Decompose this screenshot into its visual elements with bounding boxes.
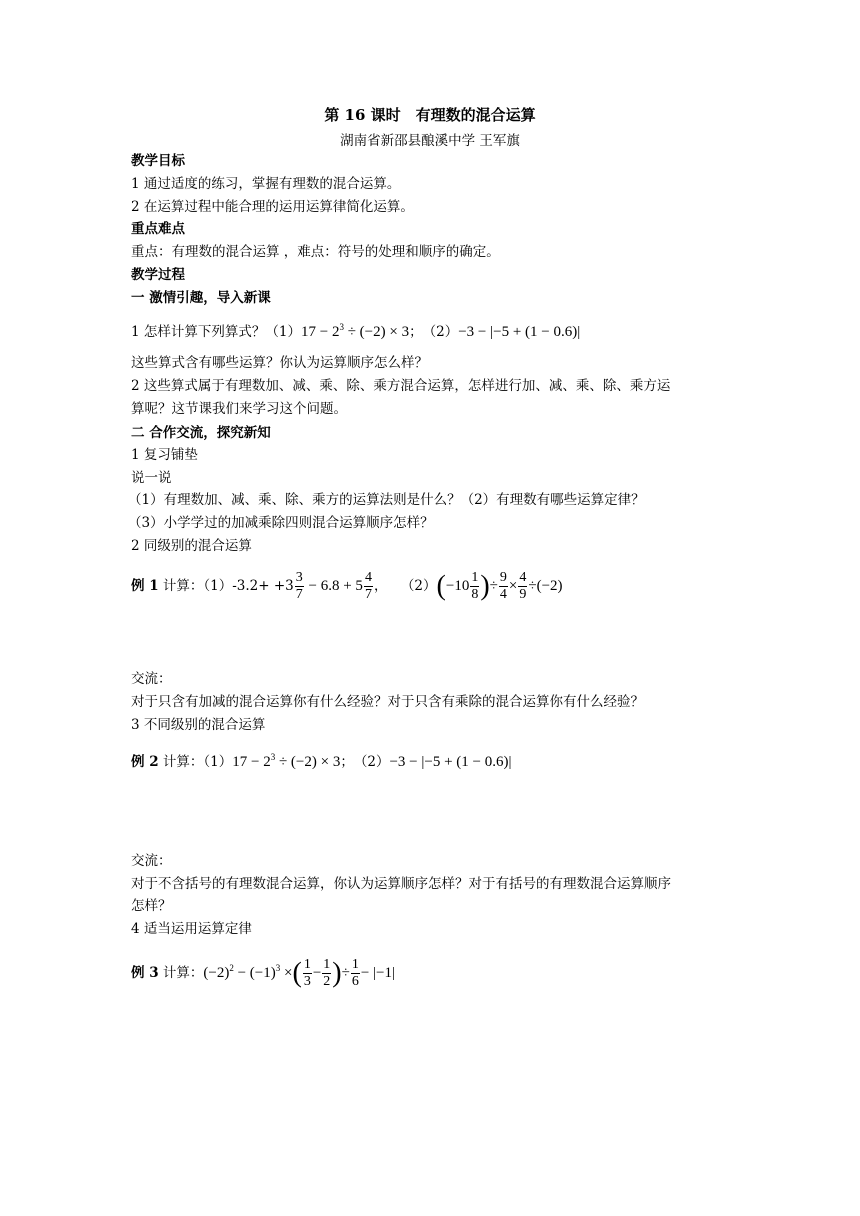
fraction-1-8: $\frac{1}{8}$ bbox=[471, 570, 479, 602]
question-1-followup: 这些算式含有哪些运算？你认为运算顺序怎么样？ bbox=[131, 355, 428, 371]
fraction-3-7: $\frac{3}{7}$ bbox=[295, 570, 303, 602]
question-1-mid: ； （2） bbox=[409, 324, 459, 340]
fraction-4-9: $\frac{4}{9}$ bbox=[519, 570, 527, 602]
author-line: 湖南省新邵县酿溪中学 王军旗 bbox=[340, 133, 520, 149]
example-1-sep: ， （2） bbox=[373, 578, 437, 594]
fraction-1-3: $\frac{1}{3}$ bbox=[303, 957, 311, 989]
say-heading: 说一说 bbox=[131, 470, 172, 486]
exchange-1-text: 对于只含有加减的混合运算你有什么经验？对于只含有乘除的混合运算你有什么经验？ bbox=[131, 694, 644, 710]
formula-2b: −3 − |−5 + (1 − 0.6)| bbox=[389, 754, 512, 770]
diff-level-heading: 3 不同级别的混合运算 bbox=[131, 717, 266, 733]
example-2-sep: ； （2） bbox=[340, 754, 390, 770]
fraction-4-7: $\frac{4}{7}$ bbox=[364, 570, 372, 602]
fraction-9-4: $\frac{9}{4}$ bbox=[499, 570, 507, 602]
example-2 bbox=[131, 748, 512, 771]
key-text: 重点：有理数的混合运算 ，难点：符号的处理和顺序的确定。 bbox=[131, 244, 500, 260]
laws-heading: 4 适当运用运算定律 bbox=[131, 921, 252, 937]
say-question-2: （3）小学学过的加减乘除四则混合运算顺序怎样？ bbox=[128, 515, 434, 531]
review-heading: 1 复习铺垫 bbox=[131, 447, 198, 463]
formula-1a: $17 - 2^3 \div (-2) \times 3$ bbox=[300, 322, 410, 340]
fraction-1-2: $\frac{1}{2}$ bbox=[323, 957, 331, 989]
example-1: 例 1 计算：（1）-3.2+ +3 $\frac{3}{7}$ − 6.8 + 5 $\frac{4}{7}$ ， （2）(−10 $\frac{1}{8}$ )÷ $\frac{9}{4}$ × $\frac{4}{9}$ ÷(−2) bbox=[131, 570, 563, 602]
example-1-text: 计算：（1）-3.2+ +3 bbox=[158, 578, 294, 594]
part1-heading: 一 激情引趣，导入新课 bbox=[131, 290, 271, 306]
process-heading: 教学过程 bbox=[131, 267, 185, 283]
exchange-2-heading: 交流： bbox=[131, 853, 172, 869]
goals-heading: 教学目标 bbox=[131, 153, 185, 169]
example-2-text: 计算：（1） bbox=[158, 754, 233, 770]
example-1-label: 例 1 bbox=[131, 578, 159, 594]
example-3: 例 3 计算：$(-2)^2 - (-1)^3$ ×( $\frac{1}{3}$ − $\frac{1}{2}$ )÷ $\frac{1}{6}$ − |−1| bbox=[131, 957, 396, 989]
exchange-1-heading: 交流： bbox=[131, 671, 172, 687]
example-3-text: 计算： bbox=[158, 965, 204, 981]
example-2-label: 例 2 bbox=[131, 754, 159, 770]
example-3-label: 例 3 bbox=[131, 965, 159, 981]
exchange-2-line2: 怎样？ bbox=[131, 898, 172, 914]
key-heading: 重点难点 bbox=[131, 221, 185, 237]
goal-item-2: 2 在运算过程中能合理的运用运算律简化运算。 bbox=[131, 199, 414, 215]
formula-1b: −3 − |−5 + (1 − 0.6)| bbox=[458, 324, 581, 340]
part2-heading: 二 合作交流，探究新知 bbox=[131, 425, 271, 441]
question-2-line1: 2 这些算式属于有理数加、减、乘、除、乘方混合运算，怎样进行加、减、乘、除、乘方运 bbox=[131, 378, 671, 394]
exchange-2-line1: 对于不含括号的有理数混合运算，你认为运算顺序怎样？对于有括号的有理数混合运算顺序 bbox=[131, 876, 671, 892]
question-1 bbox=[131, 318, 580, 341]
say-question-1: （1）有理数加、减、乘、除、乘方的运算法则是什么？（2）有理数有哪些运算定律？ bbox=[128, 492, 645, 508]
question-2-line2: 算呢？这节课我们来学习这个问题。 bbox=[131, 401, 347, 417]
page-title: 第 16 课时 有理数的混合运算 bbox=[324, 106, 536, 124]
formula-3-part1: $(-2)^2 - (-1)^3$ × bbox=[203, 963, 293, 981]
fraction-1-6: $\frac{1}{6}$ bbox=[351, 957, 359, 989]
goal-item-1: 1 通过适度的练习，掌握有理数的混合运算。 bbox=[131, 176, 401, 192]
formula-2a: $17 - 2^3 \div (-2) \times 3$ bbox=[232, 752, 341, 770]
question-1-prefix: 1 怎样计算下列算式？（1） bbox=[131, 324, 301, 340]
same-level-heading: 2 同级别的混合运算 bbox=[131, 538, 252, 554]
